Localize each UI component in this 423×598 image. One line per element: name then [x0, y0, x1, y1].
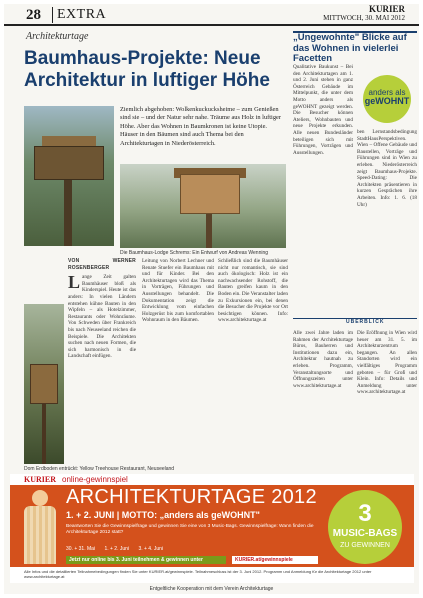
article-headline: Baumhaus-Projekte: Neue Architektur in luftiger Höhe [24, 48, 270, 91]
photo-trunk-shape [42, 404, 46, 464]
column-text: ange Zeit galten Baumhäuser bloß als Kinderspiel. Heute ist das anders: In vielen Ländern entstehen kühne Bauten in den Wipfeln – als Hotelzimmer, Restaurants oder Wohnräume. Von Schweden über Frankreich bis nach Neuseeland reichen die Beispiele. Die Architekten suchen nach neuen Formen, die sich harmonisch in die Landschaft einfügen. [68, 274, 136, 360]
column-text: Die Eröffnung in Wien wird heuer am 31. 5. im Architekturzentrum begangen. An allen Standorten wird ein vielfältiges Programm geboten – für Groß und Klein. Info: Details und Anmeldung unter www.architekturtage.at [357, 330, 417, 396]
badge-text: MUSIC-BAGS [332, 528, 398, 539]
ad-body: Beantworten Sie die Gewinnspielfrage und gewinnen Sie eine von 3 Music-Bags. Gewinnspielfrage: Wann finden die Architekturtage 2012 statt? [66, 524, 314, 535]
page-number: 28 [26, 7, 41, 23]
article-lead: Ziemlich abgehoben: Wolkenkuckucksheime – zum Genießen sind sie – und der Natur sehr nahe. Träume aus Holz in luftiger Höhe. Aber das Wohnen in Baumkronen ist keine Utopie. Häuser in den Bäumen sind auch Thema bei den Architekturtagen in Niederösterreich. [120, 106, 281, 147]
article-kicker: Architekturtage [26, 31, 89, 42]
masthead [323, 5, 405, 23]
sidebar-column-1 [293, 64, 353, 316]
ad-cta[interactable]: Jetzt nur online bis 3. Juni teilnehmen & gewinnen unter [66, 556, 226, 564]
ad-subtitle: online-gewinnspiel [62, 475, 128, 484]
column-text: Qualitative Baukunst – Bei den Architekturtagen am 1. und 2. Juni stehen in ganz Österreich Gebäude im Mittelpunkt, die unter dem Motto anders als geWOHNT gezeigt werden. Die Besucher können Ateliers, Wohnbauten und neue Projekte erkunden. Alle neuen Bundesländer beteiligen sich mit Führungen, Vorträgen und Ausstellungen. [293, 64, 353, 156]
section-label: EXTRA [52, 7, 106, 23]
photo-house-shape [34, 146, 104, 180]
masthead-date: MITTWOCH, 30. MAI 2012 [323, 14, 405, 22]
badge-subtext: ZU GEWINNEN [340, 542, 390, 549]
photo-caption-bottom: Dom Erdboden entrückt: Yellow Treehouse Restaurant, Neuseeland [24, 466, 175, 472]
prize-badge [328, 490, 402, 564]
answer-option[interactable]: 3. + 4. Juni [138, 546, 164, 552]
column-text: Alle zwei Jahre laden im Rahmen der Architekturtage Büros, Bauherren und Institutionen dazu ein, Architektur hautnah zu erleben. Programm, Veranstaltungsorte und Öffnungszeiten unter www.architekturtage.at [293, 330, 353, 389]
ad-answer-options [66, 546, 171, 552]
drop-cap: L [68, 272, 81, 293]
page-header [4, 4, 419, 26]
column-text: ben Lernstandsbedingung StadtHausPerspektiven. Wien – Offene Gebäude und Baustellen, Vorträge und Führungen sind in Wien zu erleben. Niederösterreich zeigt Baumhaus-Projekte. Speed-Dating: Die Architekten präsentieren in kurzen Gesprächen ihre Arbeiten. Info: 1. 6. (18 Uhr) [357, 129, 417, 208]
column-text: Schließlich sind die Baumhäuser nicht nur romantisch, sie sind auch ökologisch: Holz ist ein nachwachsender Rohstoff, die Bauten greifen kaum in den Boden ein. Die Veranstalter laden zu Exkursionen ein, bei denen die Besucher die Projekte vor Ort besichtigen können. Info: www.architekturtage.at [218, 258, 288, 324]
newspaper-page [4, 4, 419, 594]
figure-head [32, 490, 48, 506]
treehouse-photo-top [24, 106, 114, 246]
answer-option[interactable]: 30. + 31. Mai [66, 546, 96, 552]
treehouse-lodge-photo [120, 164, 286, 248]
uberblick-column-1 [293, 330, 353, 468]
stamp-line-2: geWOHNT [364, 96, 410, 106]
ad-cta-url[interactable]: KURIER.at/gewinnspiele [232, 556, 318, 564]
ad-brand: KURIER [24, 475, 57, 484]
page-footer: Entgeltliche Kooperation mit dem Verein Architekturtage [149, 586, 274, 592]
stamp-line-1: anders als [368, 88, 406, 97]
masthead-brand: KURIER [368, 4, 405, 14]
ad-top-bar [10, 474, 414, 485]
photo-trunk-shape [206, 214, 212, 248]
treehouse-restaurant-photo [24, 304, 64, 464]
contest-advertisement [10, 474, 414, 583]
uberblick-label: ÜBERBLICK [346, 319, 385, 325]
sidebar-column-2 [357, 129, 417, 316]
photo-caption-right: Die Baumhaus-Lodge Schrems: Ein Entwurf von Andreas Wenning [120, 250, 269, 256]
article-author: VON WERNER ROSENBERGER [68, 258, 136, 271]
article-column-2 [142, 258, 214, 464]
column-text: Leitung von Norbert Lechner und Renate Stuefer ein Baumhaus mit und für Kinder. Bei den Architekturtagen wird das Thema in Vorträgen, Führungen und Ausstellungen behandelt. Die Dokumentation zeigt die Entwicklung vom einfachen Holzgerüst bis zum komfortablen Wohnraum in den Bäumen. [142, 258, 214, 324]
photo-house-shape [30, 364, 58, 404]
answer-option[interactable]: 1. + 2. Juni [104, 546, 130, 552]
badge-number: 3 [358, 500, 372, 527]
ad-figure-illustration [22, 490, 58, 564]
article-column-1 [68, 258, 136, 464]
motto-stamp [363, 75, 411, 123]
article-column-3 [218, 258, 288, 464]
photo-trunk-shape [64, 180, 72, 246]
sidebar-headline: „Ungewohnte" Blicke auf das Wohnen in vielerlei Facetten [293, 32, 407, 64]
ad-motto: 1. + 2. JUNI | MOTTO: „anders als geWOHNT" [66, 510, 260, 520]
figure-body [24, 506, 56, 564]
photo-house-shape [180, 174, 240, 214]
ad-title: ARCHITEKTURTAGE 2012 [66, 486, 317, 508]
uberblick-column-2 [357, 330, 417, 468]
ad-fine-print: Alle Infos und die detaillierten Teilnahmebedingungen finden Sie unter KURIER.at/gewinnspiele. Teilnahmeschluss ist der 3. Juni 2012. Programm und Anmeldung für die Architekturtage 2012 unter www.architekturtage.at [10, 567, 414, 583]
